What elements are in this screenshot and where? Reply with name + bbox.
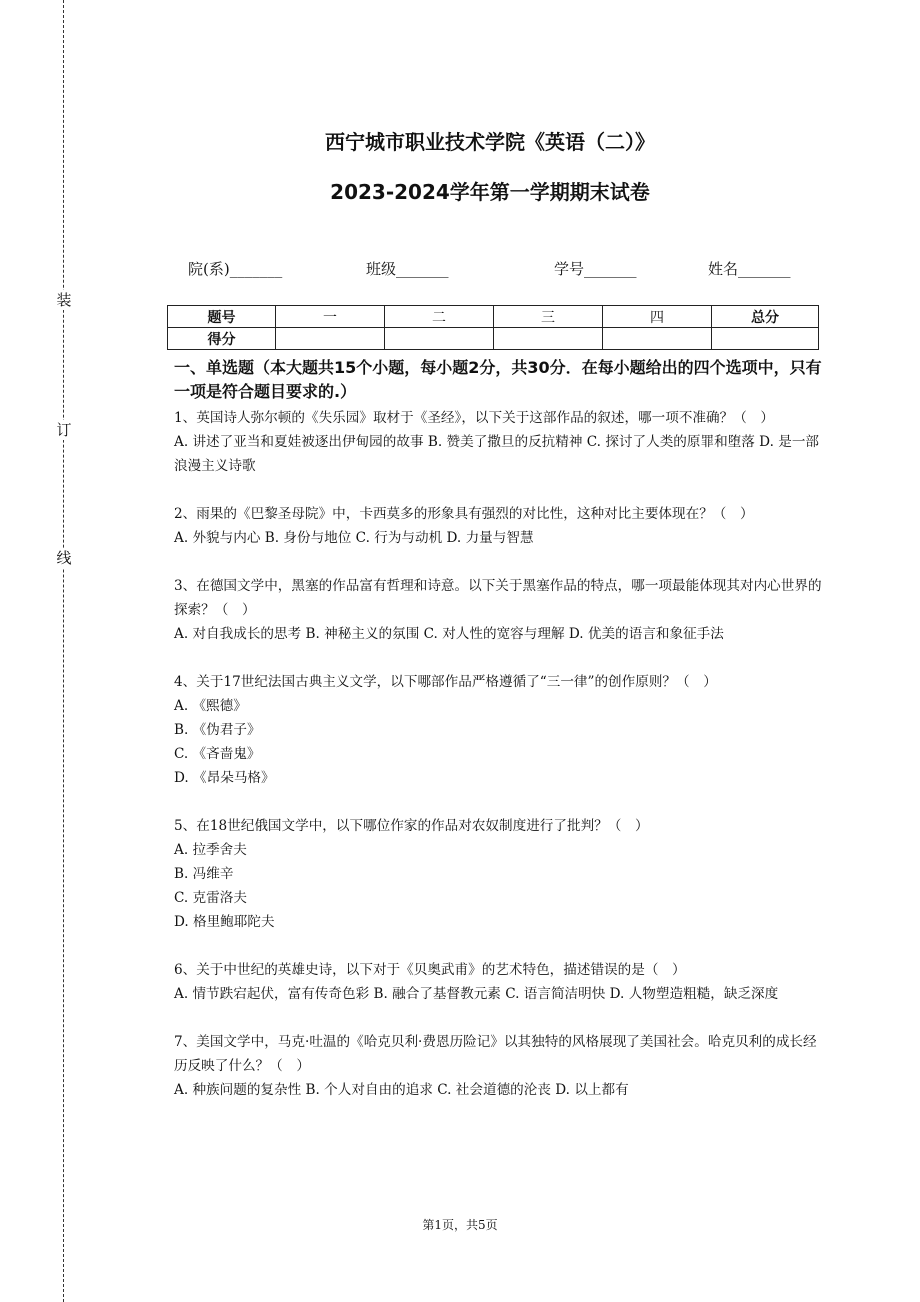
binding-label-ding: 订 <box>54 420 74 440</box>
score-col-2: 二 <box>385 306 494 328</box>
department-field[interactable]: 院(系)_______ <box>188 260 283 278</box>
question-stem: 5、在18世纪俄国文学中，以下哪位作家的作品对农奴制度进行了批判？（ ） <box>174 818 649 834</box>
question-item <box>174 502 822 550</box>
question-option[interactable]: A. 拉季舍夫 <box>174 842 247 858</box>
binding-label-xian: 线 <box>54 548 74 568</box>
question-stem: 6、关于中世纪的英雄史诗，以下对于《贝奥武甫》的艺术特色，描述错误的是（ ） <box>174 962 686 978</box>
score-cell-1[interactable] <box>276 328 385 350</box>
question-option[interactable]: B. 《伪君子》 <box>174 722 261 738</box>
student-info-row <box>188 258 828 282</box>
question-option[interactable]: D. 《昂朵马格》 <box>174 770 275 786</box>
question-option[interactable]: A. 外貌与内心 B. 身份与地位 C. 行为与动机 D. 力量与智慧 <box>174 530 534 546</box>
question-option[interactable]: A. 《熙德》 <box>174 698 247 714</box>
score-col-1: 一 <box>276 306 385 328</box>
question-list <box>174 406 822 1102</box>
question-item <box>174 670 822 790</box>
section-title: 一、单选题（本大题共15个小题，每小题2分，共30分．在每小题给出的四个选项中，只有一项是符合题目要求的.） <box>174 358 822 401</box>
score-table-score-row <box>168 328 819 350</box>
question-stem: 4、关于17世纪法国古典主义文学，以下哪部作品严格遵循了“三一律”的创作原则？（ ） <box>174 674 717 690</box>
score-cell-total[interactable] <box>712 328 819 350</box>
question-item <box>174 574 822 646</box>
exam-content <box>174 356 822 1126</box>
binding-label-zhuang: 装 <box>54 290 74 310</box>
score-table-header-row <box>168 306 819 328</box>
question-option[interactable]: A. 情节跌宕起伏，富有传奇色彩 B. 融合了基督教元素 C. 语言简洁明快 D. 人物塑造粗糙，缺乏深度 <box>174 986 779 1002</box>
score-col-total: 总分 <box>712 306 819 328</box>
score-col-4: 四 <box>603 306 712 328</box>
binding-dashed-line <box>63 0 64 1302</box>
question-option[interactable]: C. 《吝啬鬼》 <box>174 746 261 762</box>
score-header-label: 题号 <box>168 306 276 328</box>
question-stem: 2、雨果的《巴黎圣母院》中，卡西莫多的形象具有强烈的对比性，这种对比主要体现在？（ ） <box>174 506 754 522</box>
score-cell-4[interactable] <box>603 328 712 350</box>
class-field[interactable]: 班级_______ <box>366 260 449 278</box>
question-option[interactable]: C. 克雷洛夫 <box>174 890 247 906</box>
question-stem: 3、在德国文学中，黑塞的作品富有哲理和诗意。以下关于黑塞作品的特点，哪一项最能体现其对内心世界的探索？（ ） <box>174 578 822 618</box>
question-option[interactable]: A. 讲述了亚当和夏娃被逐出伊甸园的故事 B. 赞美了撒旦的反抗精神 C. 探讨了人类的原罪和堕落 D. 是一部浪漫主义诗歌 <box>174 434 820 474</box>
question-item <box>174 406 822 478</box>
page-footer: 第1页，共5页 <box>422 1218 498 1232</box>
question-option[interactable]: A. 对自我成长的思考 B. 神秘主义的氛围 C. 对人性的宽容与理解 D. 优美的语言和象征手法 <box>174 626 724 642</box>
score-cell-2[interactable] <box>385 328 494 350</box>
exam-title-line2: 2023-2024学年第一学期期末试卷 <box>330 180 650 204</box>
score-col-3: 三 <box>494 306 603 328</box>
exam-title-line1: 西宁城市职业技术学院《英语（二）》 <box>325 130 655 154</box>
question-option[interactable]: B. 冯维辛 <box>174 866 234 882</box>
score-row-label: 得分 <box>168 328 276 350</box>
question-option[interactable]: A. 种族问题的复杂性 B. 个人对自由的追求 C. 社会道德的沦丧 D. 以上都有 <box>174 1082 629 1098</box>
score-cell-3[interactable] <box>494 328 603 350</box>
question-item <box>174 814 822 934</box>
question-item <box>174 958 822 1006</box>
question-stem: 7、美国文学中，马克·吐温的《哈克贝利·费恩历险记》以其独特的风格展现了美国社会。哈克贝利的成长经历反映了什么？（ ） <box>174 1034 817 1074</box>
question-stem: 1、英国诗人弥尔顿的《失乐园》取材于《圣经》，以下关于这部作品的叙述，哪一项不准确？（ ） <box>174 410 774 426</box>
score-table <box>167 305 819 350</box>
question-option[interactable]: D. 格里鲍耶陀夫 <box>174 914 275 930</box>
question-item <box>174 1030 822 1102</box>
student-id-field[interactable]: 学号_______ <box>554 260 637 278</box>
name-field[interactable]: 姓名_______ <box>708 260 791 278</box>
